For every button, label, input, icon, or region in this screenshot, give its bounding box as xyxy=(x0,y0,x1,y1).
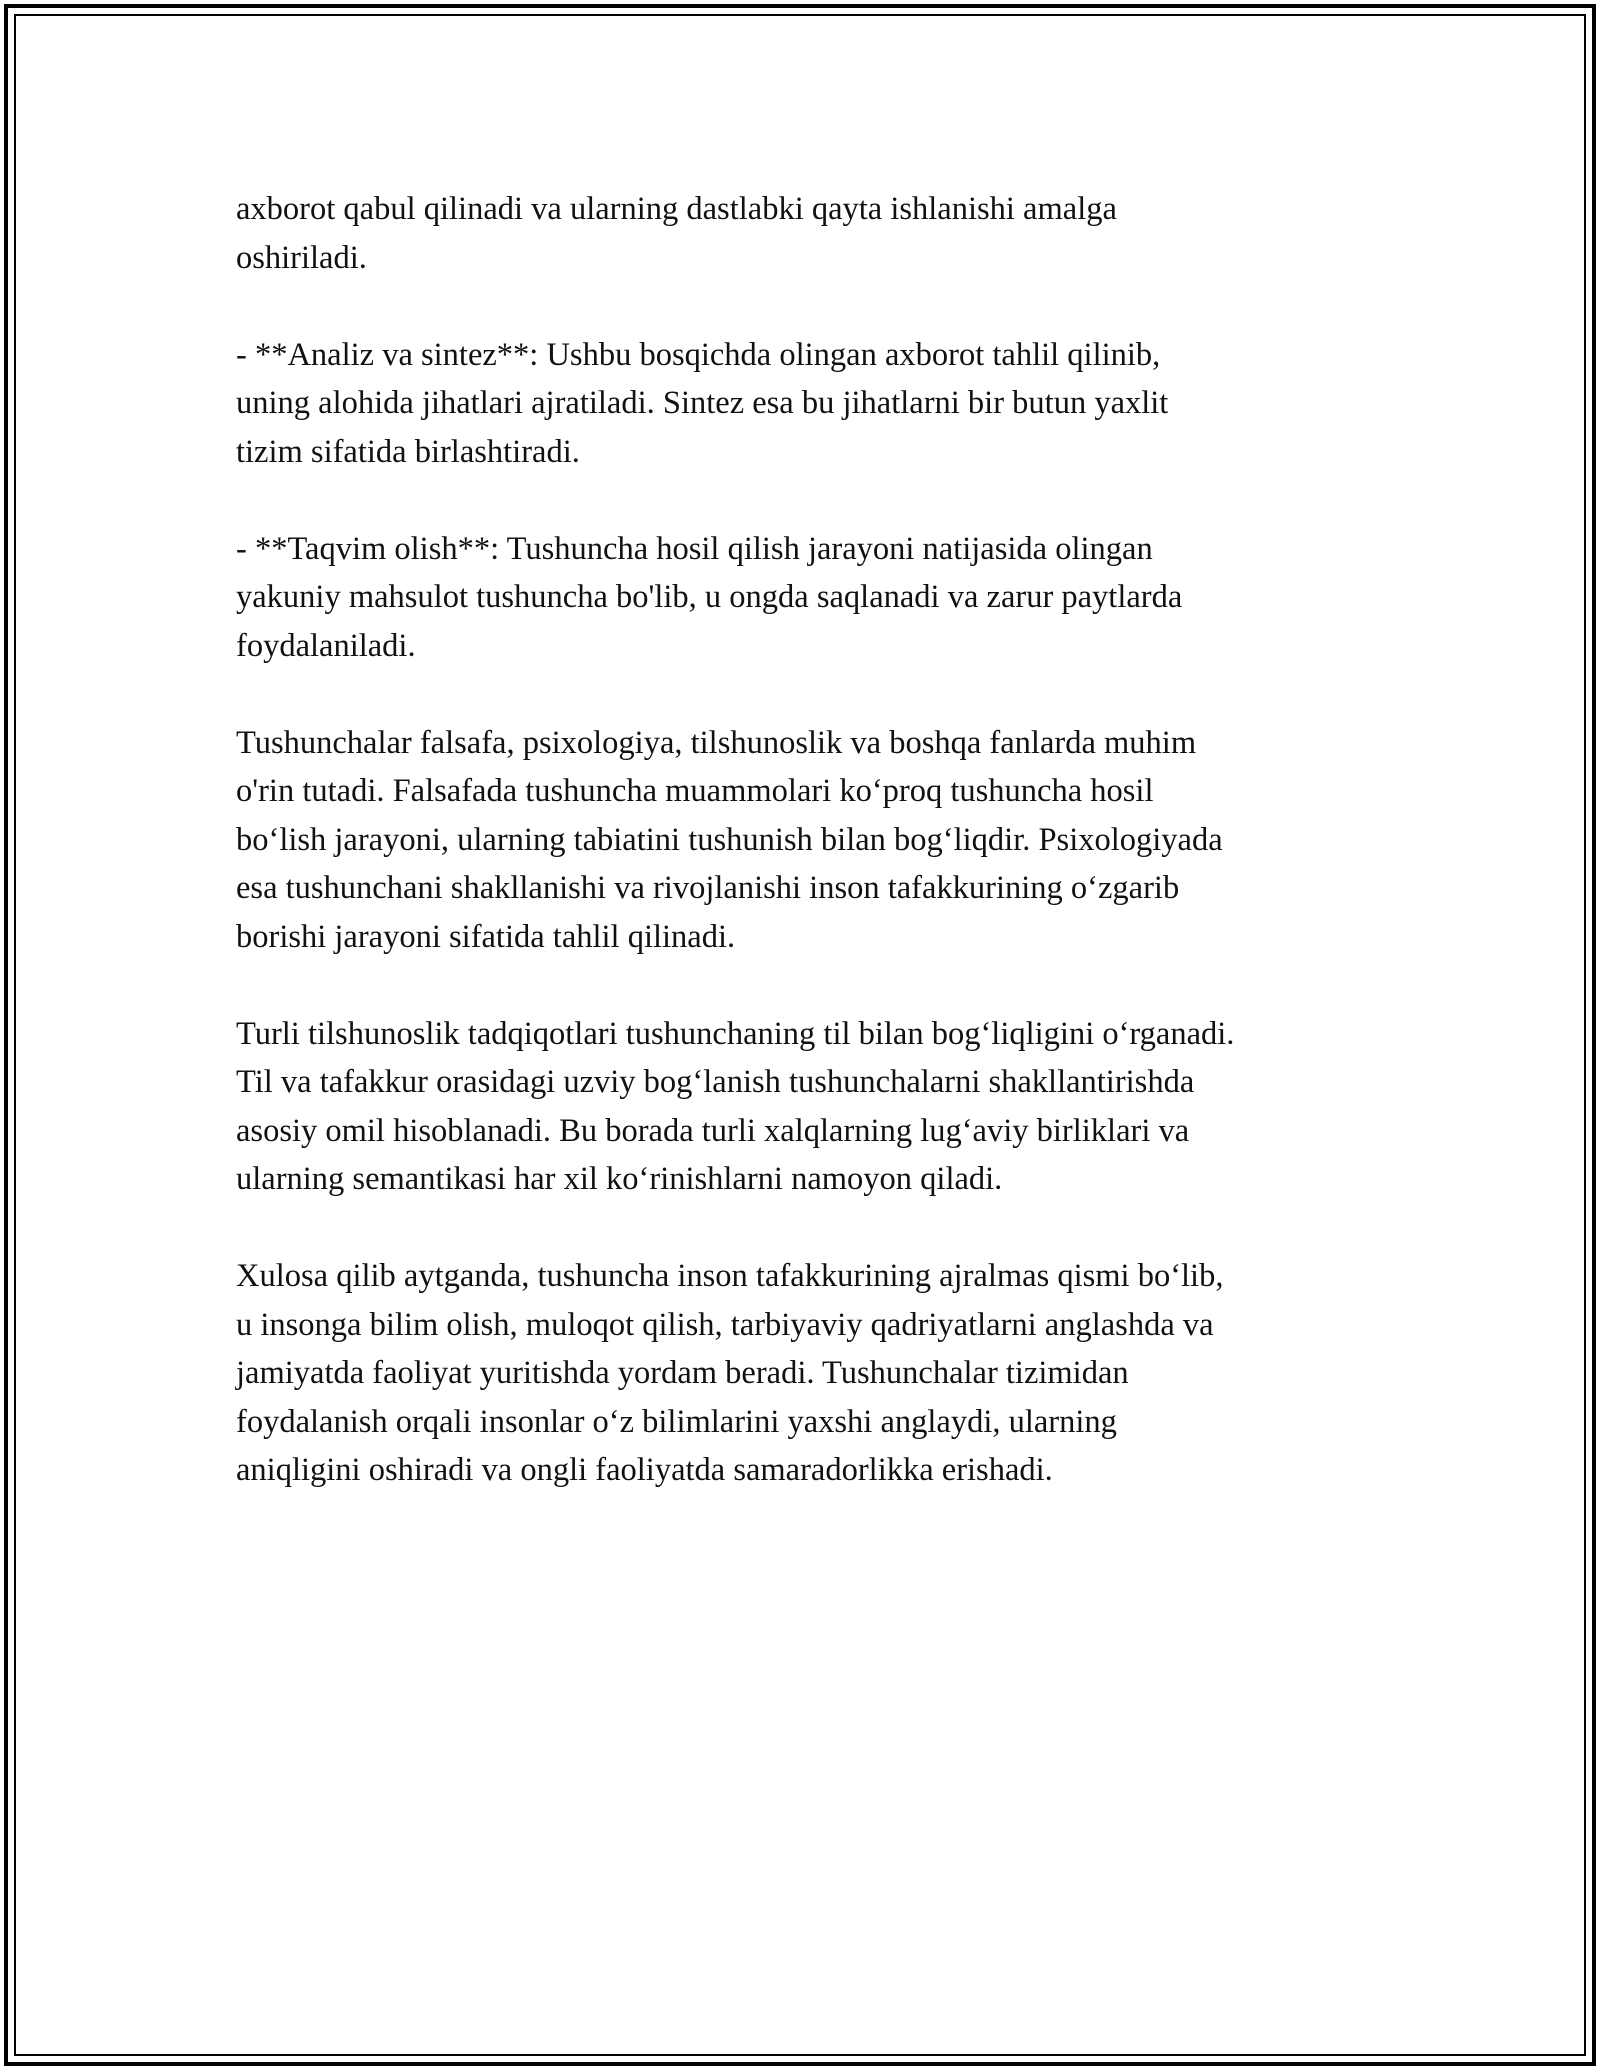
text-line: tizim sifatida birlashtiradi. xyxy=(236,433,580,470)
paragraph-taqvim-olish xyxy=(236,525,1386,671)
text-line: asosiy omil hisoblanadi. Bu borada turli xalqlarning lug‘aviy birliklari va xyxy=(236,1112,1190,1149)
paragraph-linguistics xyxy=(236,1010,1386,1204)
text-line: esa tushunchani shakllanishi va rivojlanishi inson tafakkurining o‘zgarib xyxy=(236,870,1180,906)
text-line: foydalaniladi. xyxy=(236,627,416,664)
text-line: Til va tafakkur orasidagi uzviy bog‘lanish tushunchalarni shakllantirishda xyxy=(236,1064,1195,1100)
text-line: Xulosa qilib aytganda, tushuncha inson tafakkurining ajralmas qismi bo‘lib, xyxy=(236,1258,1224,1294)
text-line: foydalanish orqali insonlar o‘z bilimlarini yaxshi anglaydi, ularning xyxy=(236,1403,1117,1440)
text-line: - **Taqvim olish**: Tushuncha hosil qilish jarayoni natijasida olingan xyxy=(236,530,1153,567)
text-line: yakuniy mahsulot tushuncha bo'lib, u ongda saqlanadi va zarur paytlarda xyxy=(236,579,1183,615)
paragraph-analysis-synthesis xyxy=(236,331,1386,477)
paragraph-intro-continuation xyxy=(236,185,1386,282)
text-line: axborot qabul qilinadi va ularning dastlabki qayta ishlanishi amalga xyxy=(236,191,1117,227)
text-line: o'rin tutadi. Falsafada tushuncha muammolari ko‘proq tushuncha hosil xyxy=(236,773,1154,809)
text-line: - **Analiz va sintez**: Ushbu bosqichda olingan axborot tahlil qilinib, xyxy=(236,336,1161,373)
text-line: ularning semantikasi har xil ko‘rinishlarni namoyon qiladi. xyxy=(236,1161,1003,1197)
text-line: Turli tilshunoslik tadqiqotlari tushunchaning til bilan bog‘liqligini o‘rganadi. xyxy=(236,1015,1235,1052)
text-line: oshiriladi. xyxy=(236,239,367,276)
text-line: jamiyatda faoliyat yuritishda yordam beradi. Tushunchalar tizimidan xyxy=(236,1355,1129,1391)
text-line: u insonga bilim olish, muloqot qilish, tarbiyaviy qadriyatlarni anglashda va xyxy=(236,1306,1214,1343)
paragraph-disciplines xyxy=(236,719,1386,962)
text-line: bo‘lish jarayoni, ularning tabiatini tushunish bilan bog‘liqdir. Psixologiyada xyxy=(236,821,1223,858)
text-line: uning alohida jihatlari ajratiladi. Sintez esa bu jihatlarni bir butun yaxlit xyxy=(236,385,1169,421)
document-body xyxy=(236,185,1386,1543)
text-line: borishi jarayoni sifatida tahlil qilinadi. xyxy=(236,918,736,955)
text-line: Tushunchalar falsafa, psixologiya, tilshunoslik va boshqa fanlarda muhim xyxy=(236,724,1197,761)
paragraph-conclusion xyxy=(236,1252,1386,1495)
text-line: aniqligini oshiradi va ongli faoliyatda samaradorlikka erishadi. xyxy=(236,1452,1053,1488)
